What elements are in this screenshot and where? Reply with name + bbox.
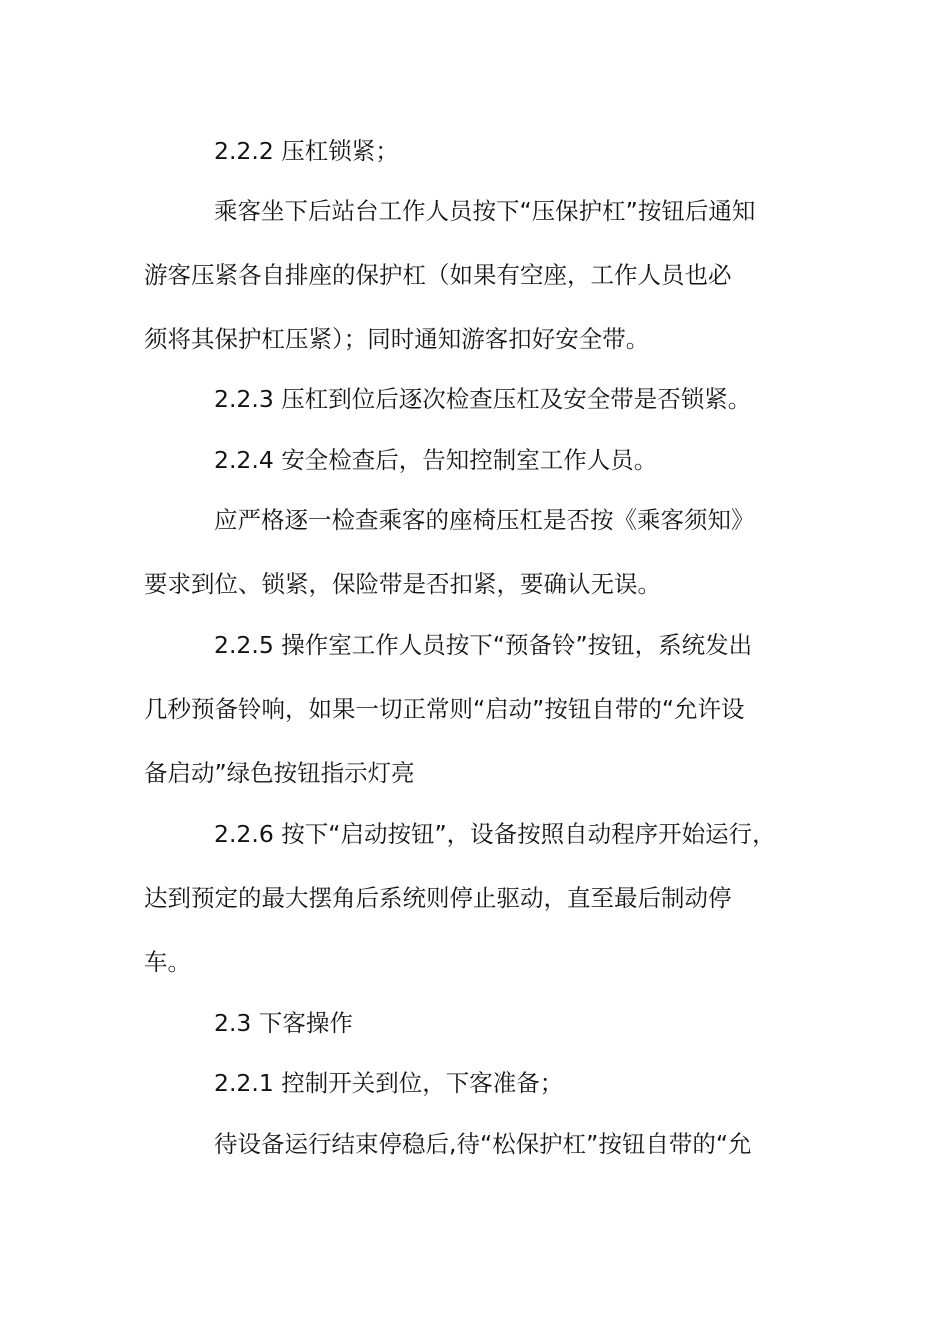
- paragraph-line: 几秒预备铃响，如果一切正常则“启动”按钮自带的“允许设: [144, 695, 745, 723]
- paragraph-line: 乘客坐下后站台工作人员按下“压保护杠”按钮后通知: [214, 197, 756, 225]
- paragraph-line: 达到预定的最大摆角后系统则停止驱动，直至最后制动停: [144, 884, 732, 912]
- heading-2-2-5: 2.2.5 操作室工作人员按下“预备铃”按钮，系统发出: [214, 631, 753, 659]
- heading-2-2-2: 2.2.2 压杠锁紧；: [214, 137, 399, 165]
- paragraph-line: 待设备运行结束停稳后,待“松保护杠”按钮自带的“允: [214, 1130, 752, 1158]
- paragraph-line: 应严格逐一检查乘客的座椅压杠是否按《乘客须知》: [214, 506, 755, 534]
- heading-2-2-1: 2.2.1 控制开关到位，下客准备；: [214, 1069, 564, 1097]
- heading-2-2-6: 2.2.6 按下“启动按钮”，设备按照自动程序开始运行，: [214, 820, 776, 848]
- paragraph-line: 游客压紧各自排座的保护杠（如果有空座，工作人员也必: [144, 261, 732, 289]
- paragraph-line: 要求到位、锁紧，保险带是否扣紧，要确认无误。: [144, 570, 661, 598]
- heading-2-2-4: 2.2.4 安全检查后，告知控制室工作人员。: [214, 446, 658, 474]
- paragraph-line: 车。: [144, 948, 191, 976]
- heading-2-3: 2.3 下客操作: [214, 1009, 353, 1037]
- paragraph-line: 备启动”绿色按钮指示灯亮: [144, 759, 415, 787]
- paragraph-line: 须将其保护杠压紧）；同时通知游客扣好安全带。: [144, 325, 650, 353]
- heading-2-2-3: 2.2.3 压杠到位后逐次检查压杠及安全带是否锁紧。: [214, 385, 752, 413]
